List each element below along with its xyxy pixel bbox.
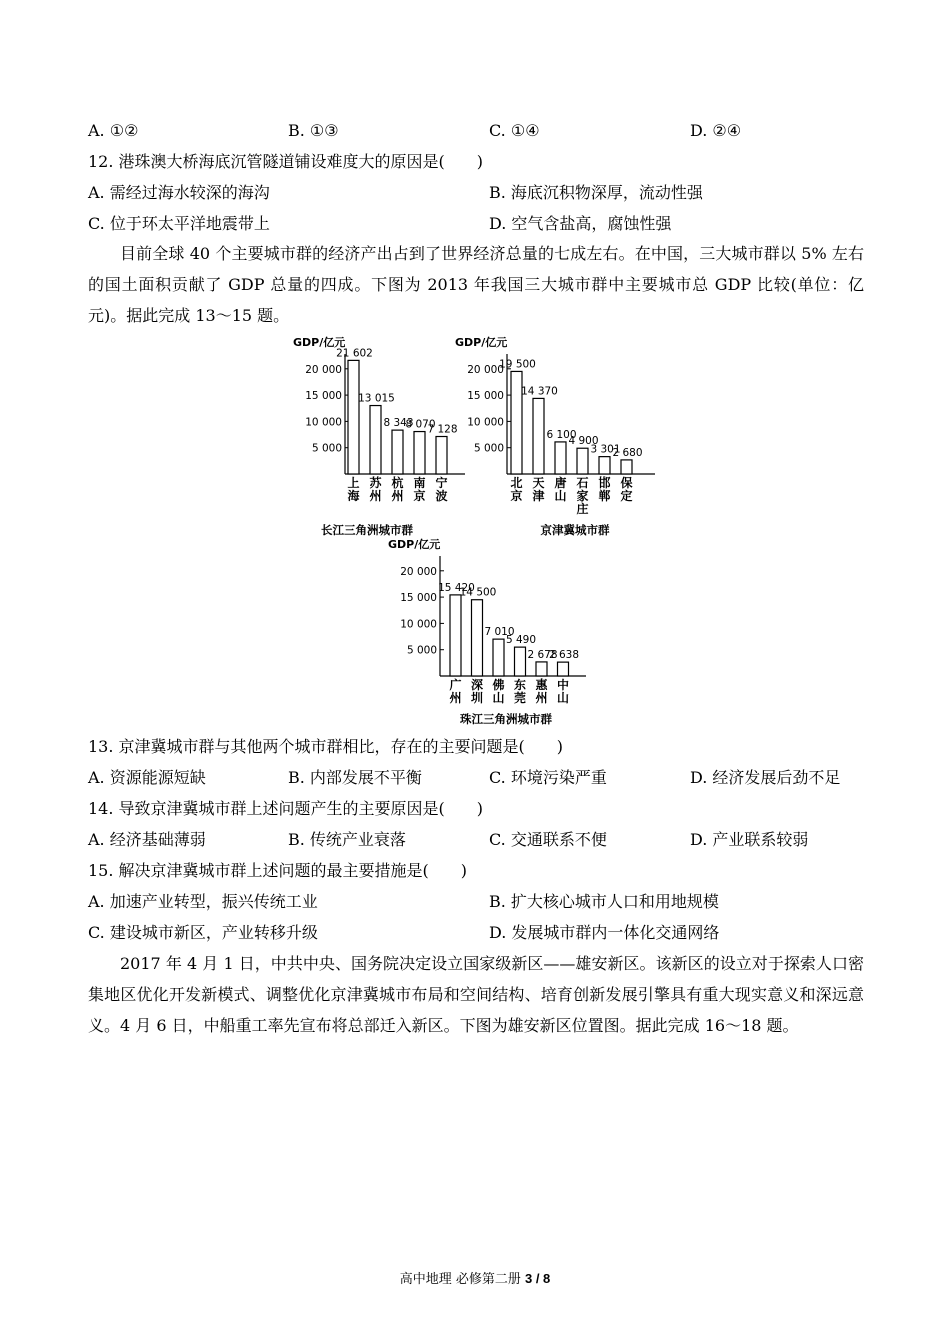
y-tick-label: 15 000 [305,390,342,403]
q11-option-b: B. ①③ [288,121,339,140]
data-label: 4 900 [568,435,599,448]
bar [558,662,569,676]
bar [436,437,447,474]
category-label: 唐山 [554,476,567,503]
q15-stem: 15. 解决京津冀城市群上述问题的最主要措施是( ) [88,861,468,880]
chart-title: 京津冀城市群 [540,523,610,537]
q15-option-c: C. 建设城市新区，产业转移升级 [88,923,318,942]
category-label: 杭州 [391,476,404,503]
data-label: 15 420 [438,581,475,594]
q14-option-d: D. 产业联系较弱 [690,830,809,849]
data-label: 7 128 [427,423,458,436]
category-label: 南京 [413,476,426,503]
data-label: 19 500 [499,358,536,371]
bar [621,460,632,474]
chart-pearl-delta [380,536,590,736]
category-label: 保定 [620,476,633,503]
q11-option-c: C. ①④ [489,121,540,140]
category-label: 中山 [556,678,570,705]
y-axis-label: GDP/亿元 [293,336,346,349]
data-label: 5 490 [505,634,537,647]
data-label: 14 370 [521,385,558,398]
category-label: 上海 [347,476,360,503]
y-tick-label: 10 000 [467,416,504,429]
bar [555,442,566,474]
bar [533,398,544,474]
data-label: 13 015 [358,392,395,405]
page-footer [0,1270,950,1289]
data-label: 2 678 [527,648,558,661]
bar [493,639,504,676]
q14-option-b: B. 传统产业衰落 [288,830,406,849]
q15-option-b: B. 扩大核心城市人口和用地规模 [489,892,719,911]
q13-option-d: D. 经济发展后劲不足 [690,768,841,787]
footer-subject: 高中地理 必修第二册 [399,1272,525,1287]
category-label: 苏州 [369,476,382,503]
data-label: 21 602 [336,347,373,360]
y-tick-label: 15 000 [467,390,504,403]
category-label: 邯郸 [598,476,611,503]
chart-title: 长江三角洲城市群 [321,523,413,537]
q15-option-a: A. 加速产业转型，振兴传统工业 [88,892,318,911]
data-label: 8 343 [383,417,414,430]
bar [392,430,403,474]
bar [414,432,425,474]
bar [536,662,547,676]
q12-option-b: B. 海底沉积物深厚，流动性强 [489,183,703,202]
q13-stem: 13. 京津冀城市群与其他两个城市群相比，存在的主要问题是( ) [88,737,564,756]
category-label: 深圳 [470,678,484,705]
data-label: 14 500 [459,586,497,599]
y-tick-label: 5 000 [406,644,437,657]
bar [515,647,526,676]
q13-option-a: A. 资源能源短缺 [88,768,206,787]
chart-jingjinji [455,332,665,542]
q11-option-a: A. ①② [88,121,139,140]
category-label: 北京 [510,476,523,503]
category-label: 宁波 [435,476,448,503]
data-label: 7 010 [484,626,515,639]
y-tick-label: 10 000 [400,618,437,631]
q11-option-d: D. ②④ [690,121,742,140]
y-tick-label: 20 000 [467,363,504,376]
data-label: 6 100 [546,428,577,441]
bar [577,448,588,474]
bar [450,595,461,676]
q13-option-c: C. 环境污染严重 [489,768,607,787]
bar [348,360,359,474]
intro-paragraph-xiongan: 2017 年 4 月 1 日，中共中央、国务院决定设立国家级新区——雄安新区。该新区的设立对于探索人口密集地区优化开发新模式、调整优化京津冀城市布局和空间结构、培育创新发展引擎具有重大现实意义和深远意义。4 月 6 日，中船重工率先宣布将总部迁入新区。下图为雄安新区位置图。据此完成 16～18 题。 [88,954,864,1035]
data-label: 2 638 [548,649,580,662]
bar [599,457,610,474]
data-label: 2 680 [612,446,643,459]
category-label: 天津 [532,476,545,503]
q13-option-b: B. 内部发展不平衡 [288,768,422,787]
q14-stem: 14. 导致京津冀城市群上述问题产生的主要原因是( ) [88,799,484,818]
y-tick-label: 20 000 [400,565,437,578]
q12-option-d: D. 空气含盐高，腐蚀性强 [489,214,672,233]
intro-paragraph-gdp: 目前全球 40 个主要城市群的经济产出占到了世界经济总量的七成左右。在中国，三大城市群以 5% 左右的国土面积贡献了 GDP 总量的四成。下图为 2013 年我国三大城市群中主要城市总 GDP 比较(单位：亿元)。据此完成 13～15 题。 [88,244,864,325]
category-label: 东莞 [513,678,527,705]
data-label: 3 301 [590,443,621,456]
footer-page-number: 3 / 8 [524,1271,551,1286]
category-label: 惠州 [535,678,548,705]
category-label: 石家庄 [576,476,589,516]
q15-option-d: D. 发展城市群内一体化交通网络 [489,923,720,942]
y-tick-label: 10 000 [305,416,342,429]
q14-option-c: C. 交通联系不便 [489,830,607,849]
y-axis-label: GDP/亿元 [388,538,441,551]
y-tick-label: 5 000 [311,442,342,455]
q12-option-a: A. 需经过海水较深的海沟 [88,183,270,202]
y-tick-label: 5 000 [473,442,504,455]
category-label: 广州 [449,678,462,705]
bar [472,600,483,676]
y-tick-label: 20 000 [305,363,342,376]
bar [370,406,381,474]
y-axis-label: GDP/亿元 [455,336,508,349]
q12-stem: 12. 港珠澳大桥海底沉管隧道铺设难度大的原因是( ) [88,152,484,171]
chart-yangtze-delta [285,332,475,542]
chart-title: 珠江三角洲城市群 [460,712,552,726]
q12-option-c: C. 位于环太平洋地震带上 [88,214,270,233]
category-label: 佛山 [492,678,505,705]
y-tick-label: 15 000 [400,592,437,605]
q14-option-a: A. 经济基础薄弱 [88,830,206,849]
data-label: 8 070 [405,418,436,431]
